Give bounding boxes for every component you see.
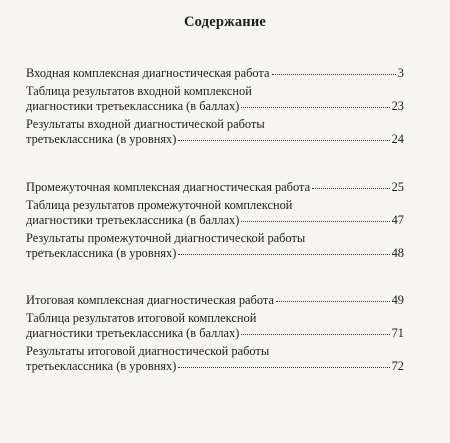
toc-page-number: 47 (391, 213, 404, 227)
toc-entry-title-line: Таблица результатов промежуточной комплексной (26, 198, 293, 212)
toc-entry[interactable] (26, 293, 404, 308)
leader-dots (241, 107, 389, 108)
toc-entry[interactable] (26, 84, 404, 114)
toc-title: Содержание (183, 14, 267, 30)
toc-entry[interactable] (26, 231, 404, 261)
toc-page-number: 49 (391, 293, 404, 307)
toc-entry-title: диагностики третьеклассника (в баллах) (26, 213, 240, 227)
toc-entry-title: третьеклассника (в уровнях) (26, 359, 177, 373)
toc-entry-title: третьеклассника (в уровнях) (26, 132, 177, 146)
toc-entry-title: третьеклассника (в уровнях) (26, 246, 177, 260)
toc-entry-title: диагностики третьеклассника (в баллах) (26, 326, 240, 340)
leader-dots (276, 301, 390, 302)
toc-page-number: 25 (391, 180, 404, 194)
toc-section-final (26, 293, 404, 377)
toc-entry-title-line: Таблица результатов входной комплексной (26, 84, 252, 98)
toc-entry-title-line: Результаты промежуточной диагностической работы (26, 231, 306, 245)
toc-page-number: 72 (391, 359, 404, 373)
toc-entry-title-line: Таблица результатов итоговой комплексной (26, 311, 257, 325)
toc-entry-title: диагностики третьеклассника (в баллах) (26, 99, 240, 113)
toc-page-number: 48 (391, 246, 404, 260)
toc-entry-title: Итоговая комплексная диагностическая работа (26, 293, 274, 307)
toc-entry-title-line: Результаты итоговой диагностической работы (26, 344, 270, 358)
leader-dots (178, 254, 389, 255)
toc-page-number: 24 (391, 132, 404, 146)
toc-entry-title: Входная комплексная диагностическая работа (26, 66, 270, 80)
toc-entry-title-line: Результаты входной диагностической работы (26, 117, 265, 131)
toc-entry[interactable] (26, 180, 404, 195)
toc-page-number: 3 (397, 66, 404, 80)
toc-entry[interactable] (26, 66, 404, 81)
toc-entry[interactable] (26, 117, 404, 147)
leader-dots (178, 367, 389, 368)
toc-page-number: 23 (391, 99, 404, 113)
leader-dots (241, 221, 389, 222)
toc-entry-title: Промежуточная комплексная диагностическая работа (26, 180, 311, 194)
leader-dots (312, 188, 390, 189)
toc-section-intermediate (26, 180, 404, 264)
leader-dots (241, 334, 389, 335)
leader-dots (272, 74, 396, 75)
toc-section-entrance (26, 66, 404, 150)
toc-page-number: 71 (391, 326, 404, 340)
toc-entry[interactable] (26, 344, 404, 374)
leader-dots (178, 140, 389, 141)
toc-entry[interactable] (26, 311, 404, 341)
toc-entry[interactable] (26, 198, 404, 228)
